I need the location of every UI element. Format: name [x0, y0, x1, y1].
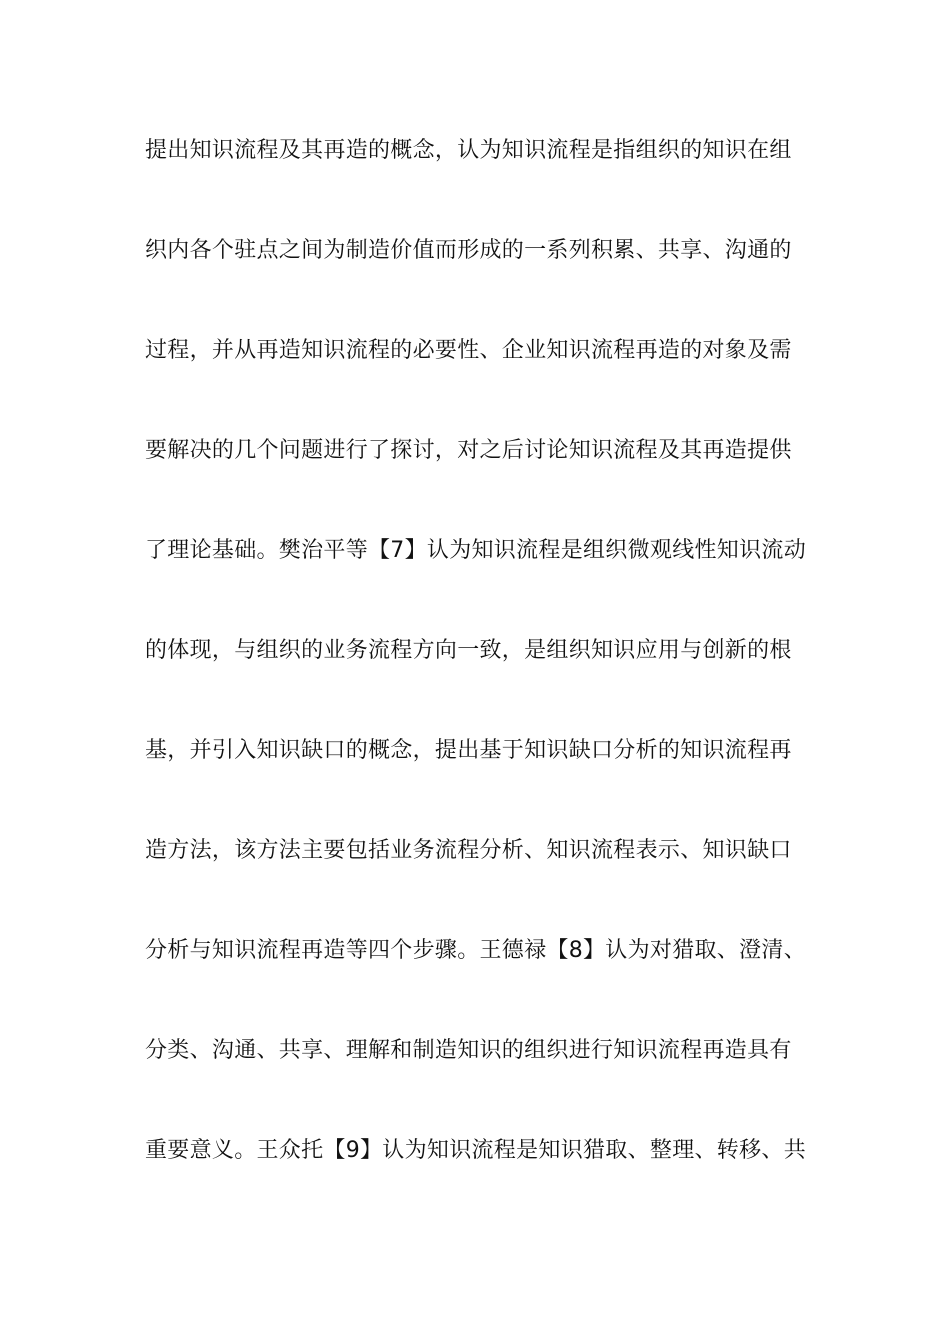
text-line: 了理论基础。樊治平等【7】认为知识流程是组织微观线性知识流动	[145, 538, 806, 563]
text-line: 的体现，与组织的业务流程方向一致，是组织知识应用与创新的根	[145, 638, 792, 663]
text-line: 分析与知识流程再造等四个步骤。王德禄【8】认为对猎取、澄清、	[145, 938, 806, 963]
text-line: 提出知识流程及其再造的概念，认为知识流程是指组织的知识在组	[145, 138, 792, 163]
text-line: 分类、沟通、共享、理解和制造知识的组织进行知识流程再造具有	[145, 1038, 792, 1063]
text-line: 过程，并从再造知识流程的必要性、企业知识流程再造的对象及需	[145, 338, 792, 363]
text-line: 造方法，该方法主要包括业务流程分析、知识流程表示、知识缺口	[145, 838, 792, 863]
body-paragraph	[145, 125, 815, 1225]
text-line: 织内各个驻点之间为制造价值而形成的一系列积累、共享、沟通的	[145, 238, 792, 263]
text-line: 基，并引入知识缺口的概念，提出基于知识缺口分析的知识流程再	[145, 738, 792, 763]
text-line: 重要意义。王众托【9】认为知识流程是知识猎取、整理、转移、共	[145, 1138, 806, 1163]
text-line: 要解决的几个问题进行了探讨，对之后讨论知识流程及其再造提供	[145, 438, 792, 463]
